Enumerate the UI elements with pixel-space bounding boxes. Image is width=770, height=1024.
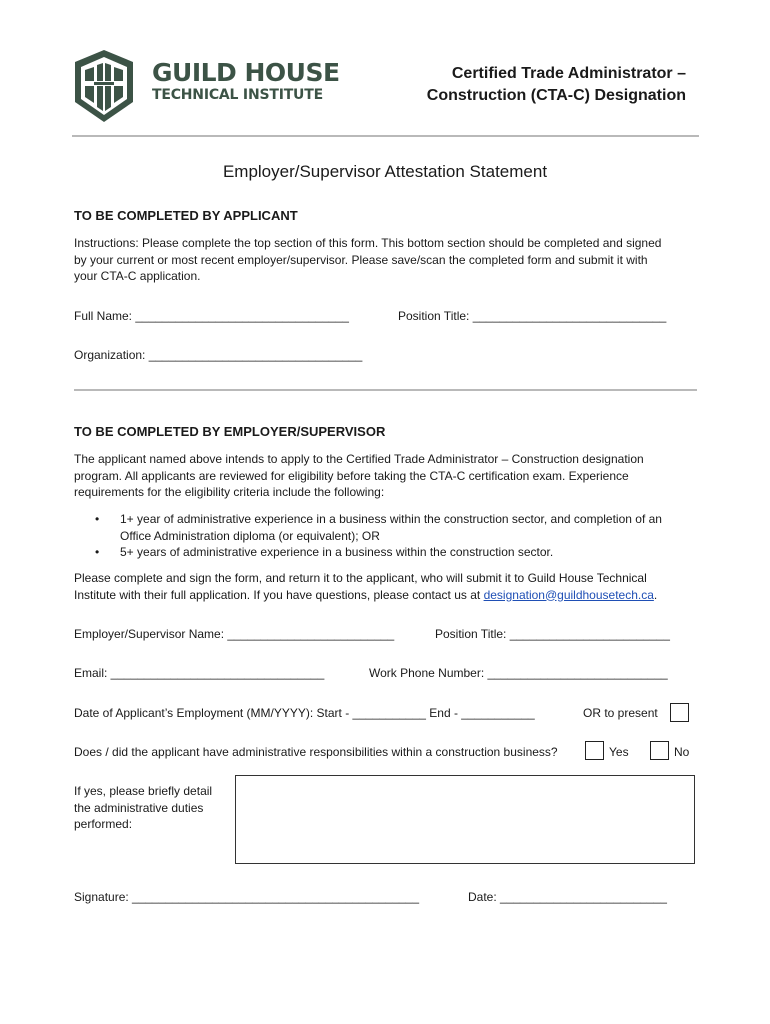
section-divider <box>74 389 697 391</box>
paragraph-text: Institute with their full application. If you have questions, please contact us at <box>74 587 484 602</box>
eligibility-bullet-1 <box>120 511 662 544</box>
work-phone-field[interactable]: Work Phone Number: ___________________________ <box>369 666 668 680</box>
instructions-line: by your current or most recent employer/supervisor. Please save/scan the completed form and submit it with <box>74 252 648 267</box>
bullet-dot: • <box>95 512 100 526</box>
no-checkbox[interactable] <box>650 741 669 760</box>
duties-detail-textarea[interactable] <box>235 775 695 864</box>
or-present-label: OR to present <box>583 706 658 720</box>
designation-title-line1: Certified Trade Administrator – <box>451 65 686 82</box>
label-line: If yes, please briefly detail <box>74 784 213 798</box>
organization-field[interactable]: Organization: ________________________________ <box>74 348 363 362</box>
paragraph-text: . <box>653 587 658 602</box>
paragraph-line <box>74 587 657 604</box>
employment-dates-field[interactable]: Date of Applicant’s Employment (MM/YYYY): Start - ___________ End - ___________ <box>74 706 535 720</box>
date-field[interactable]: Date: _________________________ <box>468 890 667 904</box>
applicant-section-heading: TO BE COMPLETED BY APPLICANT <box>74 208 298 223</box>
shield-logo-icon <box>72 48 136 124</box>
signature-field[interactable]: Signature: ___________________________________________ <box>74 890 420 904</box>
bullet-line: Office Administration diploma (or equivalent); OR <box>120 528 380 543</box>
yes-label: Yes <box>609 745 629 759</box>
to-present-checkbox[interactable] <box>670 703 689 722</box>
full-name-field[interactable]: Full Name: ________________________________ <box>74 309 349 323</box>
contact-email-link[interactable]: designation@guildhousetech.ca <box>483 587 654 602</box>
designation-title-line2: Construction (CTA-C) Designation <box>426 87 686 104</box>
bullet-dot: • <box>95 545 100 559</box>
bullet-line: 1+ year of administrative experience in a business within the construction sector, and completion of an <box>120 512 662 526</box>
yes-checkbox[interactable] <box>585 741 604 760</box>
applicant-position-title-field[interactable]: Position Title: _____________________________ <box>398 309 667 323</box>
duties-detail-label <box>74 783 212 833</box>
instructions-line: your CTA-C application. <box>74 269 201 283</box>
paragraph-line: The applicant named above intends to apply to the Certified Trade Administrator – Construction designation <box>74 452 644 466</box>
email-field[interactable]: Email: ________________________________ <box>74 666 325 680</box>
employer-intro-paragraph <box>74 451 644 501</box>
logo-name: GUILD HOUSE <box>152 58 340 87</box>
employer-section-heading: TO BE COMPLETED BY EMPLOYER/SUPERVISOR <box>74 424 386 439</box>
paragraph-line: program. All applicants are reviewed for eligibility before taking the CTA-C certification exam. Experience <box>74 468 629 483</box>
label-line: performed: <box>74 817 133 831</box>
employer-name-field[interactable]: Employer/Supervisor Name: _________________________ <box>74 627 395 641</box>
instructions-line: Instructions: Please complete the top section of this form. This bottom section should be completed and signed <box>74 236 662 250</box>
eligibility-bullet-2: 5+ years of administrative experience in a business within the construction sector. <box>120 545 554 559</box>
return-instructions-paragraph <box>74 570 657 603</box>
header-divider <box>72 135 699 137</box>
applicant-instructions <box>74 235 661 285</box>
label-line: the administrative duties <box>74 800 204 815</box>
admin-responsibilities-question: Does / did the applicant have administrative responsibilities within a construction business? <box>74 745 558 759</box>
no-label: No <box>674 745 690 759</box>
document-title: Employer/Supervisor Attestation Statement <box>222 162 548 181</box>
paragraph-line: requirements for the eligibility criteria include the following: <box>74 485 385 499</box>
designation-title <box>427 63 686 107</box>
paragraph-line: Please complete and sign the form, and return it to the applicant, who will submit it to Guild House Technical <box>74 571 647 585</box>
employer-position-title-field[interactable]: Position Title: ________________________ <box>435 627 670 641</box>
logo-subname: TECHNICAL INSTITUTE <box>152 87 323 103</box>
institute-logo <box>72 48 342 124</box>
